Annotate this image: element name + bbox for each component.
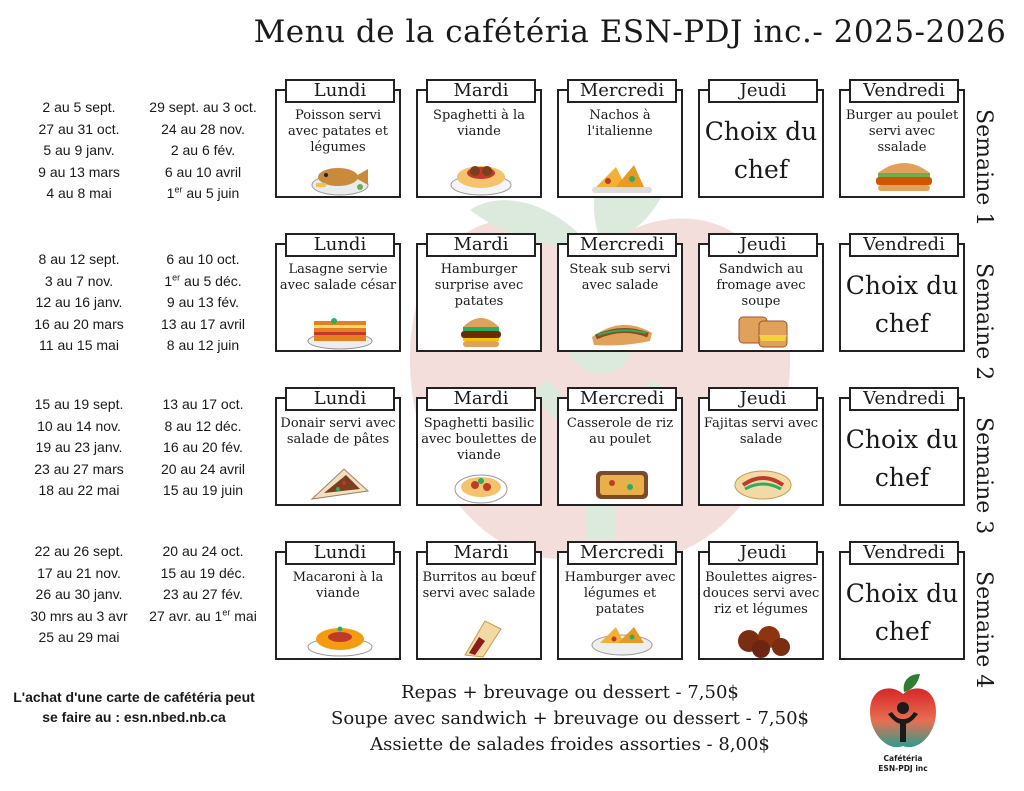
day-card-jeudi (698, 234, 824, 352)
day-label: Mardi (426, 387, 536, 411)
logo-line: Cafétéria (883, 754, 923, 763)
date-range: 19 au 23 janv. (35, 439, 123, 456)
day-label: Mardi (426, 233, 536, 257)
date-range: 8 au 12 déc. (164, 417, 242, 434)
chef-choice: Choix du chef (845, 425, 959, 492)
day-label: Mercredi (567, 79, 677, 103)
day-label: Jeudi (708, 387, 818, 411)
dish-name: Boulettes aigres-douces servi avec riz et légumes (702, 570, 820, 617)
date-range: 17 au 21 nov. (37, 564, 121, 581)
dates-column-b (140, 541, 266, 649)
day-card-vendredi (839, 234, 965, 352)
date-range: 23 au 27 fév. (163, 586, 243, 603)
fajita-icon (727, 461, 799, 505)
chef-choice: Choix du chef (704, 117, 818, 184)
lasagna-icon (304, 307, 376, 351)
day-card-lundi (275, 388, 401, 506)
day-card-jeudi (698, 80, 824, 198)
chef-choice: Choix du chef (845, 579, 959, 646)
day-label: Mercredi (567, 541, 677, 565)
day-label: Jeudi (708, 541, 818, 565)
chicken-burger-icon (868, 153, 940, 197)
price-line: Assiette de salades froides assorties - 8,00$ (370, 734, 770, 755)
dish-name: Donair servi avec salade de pâtes (280, 416, 396, 447)
date-range: 9 au 13 fév. (166, 294, 240, 311)
date-range: 27 au 31 oct. (38, 120, 120, 137)
date-range: 8 au 12 sept. (38, 251, 120, 267)
dates-column-b (140, 249, 266, 357)
day-label: Vendredi (849, 79, 959, 103)
day-card-mardi (416, 80, 542, 198)
date-range: 24 au 28 nov. (161, 120, 245, 137)
day-card-lundi (275, 542, 401, 660)
date-range: 23 au 27 mars (34, 460, 124, 477)
day-label: Lundi (285, 233, 395, 257)
date-range: 8 au 12 juin (166, 337, 240, 354)
date-range: 6 au 10 oct. (166, 251, 240, 267)
day-label: Vendredi (849, 233, 959, 257)
day-card-lundi (275, 80, 401, 198)
nachos-plate-icon (586, 615, 658, 659)
dates-column-a (14, 541, 144, 649)
date-range: 15 au 19 juin (162, 482, 244, 499)
day-card-mardi (416, 542, 542, 660)
day-card-mardi (416, 234, 542, 352)
date-range: 2 au 5 sept. (42, 99, 116, 115)
day-label: Vendredi (849, 541, 959, 565)
price-line: Soupe avec sandwich + breuvage ou dessert - 7,50$ (331, 708, 809, 729)
meatballs-icon (727, 615, 799, 659)
dish-name: Nachos à l'italienne (587, 108, 653, 139)
date-range: 26 au 30 janv. (35, 586, 123, 603)
date-range: 2 au 6 fév. (170, 142, 236, 159)
date-range: 30 mrs au 3 avr (30, 607, 128, 624)
date-range: 13 au 17 oct. (162, 396, 244, 412)
dates-column-b (140, 394, 266, 502)
day-label: Lundi (285, 387, 395, 411)
date-range: 13 au 17 avril (160, 315, 246, 332)
dates-column-b (140, 97, 266, 205)
dish-name: Hamburger avec légumes et patates (564, 570, 676, 617)
purchase-note: L'achat d'une carte de cafétéria peut se faire au : esn.nbed.nb.ca (13, 689, 255, 725)
chef-choice: Choix du chef (845, 271, 959, 338)
day-label: Mardi (426, 541, 536, 565)
day-card-mercredi (557, 542, 683, 660)
day-label: Jeudi (708, 79, 818, 103)
week-label: Semaine 4 (971, 571, 996, 689)
fish-plate-icon (304, 153, 376, 197)
date-range: 4 au 8 mai (46, 185, 112, 202)
date-range: 29 sept. au 3 oct. (149, 99, 257, 115)
date-range: 27 avr. au 1er mai (149, 607, 257, 624)
day-card-mardi (416, 388, 542, 506)
day-label: Jeudi (708, 233, 818, 257)
dish-name: Sandwich au fromage avec soupe (716, 262, 806, 309)
logo-line: ESN-PDJ inc (878, 764, 928, 773)
day-card-vendredi (839, 542, 965, 660)
price-list (310, 680, 830, 758)
dish-name: Casserole de riz au poulet (566, 416, 674, 447)
week-label: Semaine 1 (971, 109, 996, 227)
day-card-vendredi (839, 80, 965, 198)
dates-column-a (14, 394, 144, 502)
date-range: 20 au 24 avril (160, 460, 246, 477)
dish-name: Burritos au bœuf servi avec salade (422, 570, 536, 601)
cafeteria-logo (862, 672, 944, 784)
date-range: 15 au 19 déc. (160, 564, 246, 581)
apple-logo-icon (862, 672, 944, 754)
date-range: 22 au 26 sept. (34, 543, 124, 559)
dish-name: Spaghetti basilic avec boulettes de viande (421, 416, 537, 463)
dish-name: Steak sub servi avec salade (569, 262, 671, 293)
dates-column-a (14, 97, 144, 205)
dish-name: Fajitas servi avec salade (703, 416, 819, 447)
week-label: Semaine 3 (971, 417, 996, 535)
dish-name: Spaghetti à la viande (433, 108, 525, 139)
day-card-lundi (275, 234, 401, 352)
dish-name: Lasagne servie avec salade césar (279, 262, 397, 293)
date-range: 9 au 13 mars (38, 163, 120, 180)
day-label: Vendredi (849, 387, 959, 411)
grilled-cheese-icon (727, 307, 799, 351)
date-range: 6 au 10 avril (164, 163, 242, 180)
date-range: 1er au 5 déc. (164, 271, 242, 289)
day-card-mercredi (557, 80, 683, 198)
day-card-jeudi (698, 542, 824, 660)
date-range: 5 au 9 janv. (43, 142, 115, 159)
date-range: 15 au 19 sept. (34, 396, 124, 412)
nachos-icon (586, 153, 658, 197)
rice-casserole-icon (586, 461, 658, 505)
date-range: 25 au 29 mai (38, 629, 120, 646)
dish-name: Poisson servi avec patates et légumes (288, 108, 388, 155)
date-range (140, 627, 266, 649)
date-range: 16 au 20 mars (34, 315, 124, 332)
dish-name: Hamburger surprise avec patates (434, 262, 524, 309)
apple-watermark-icon (380, 130, 820, 600)
day-card-mercredi (557, 234, 683, 352)
dish-name: Burger au poulet servi avec ssalade (845, 108, 959, 155)
hamburger-icon (445, 307, 517, 351)
date-range: 10 au 14 nov. (37, 417, 121, 434)
date-range: 11 au 15 mai (39, 337, 119, 354)
donair-icon (304, 461, 376, 505)
day-label: Mardi (426, 79, 536, 103)
week-label: Semaine 2 (971, 263, 996, 381)
dates-column-a (14, 249, 144, 357)
page-title: Menu de la cafétéria ESN-PDJ inc.- 2025-2026 (253, 14, 1007, 50)
spaghetti-basil-icon (445, 461, 517, 505)
logo-text (862, 754, 944, 774)
price-line: Repas + breuvage ou dessert - 7,50$ (401, 682, 739, 703)
day-label: Mercredi (567, 233, 677, 257)
date-range: 3 au 7 nov. (44, 272, 114, 289)
date-range: 12 au 16 janv. (35, 294, 123, 311)
date-range: 1er au 5 juin (166, 184, 240, 202)
macaroni-icon (304, 615, 376, 659)
dish-name: Macaroni à la viande (292, 570, 384, 601)
day-card-vendredi (839, 388, 965, 506)
spaghetti-meatballs-icon (445, 153, 517, 197)
date-range: 18 au 22 mai (38, 482, 120, 499)
day-card-jeudi (698, 388, 824, 506)
day-label: Lundi (285, 541, 395, 565)
day-label: Lundi (285, 79, 395, 103)
day-label: Mercredi (567, 387, 677, 411)
day-card-mercredi (557, 388, 683, 506)
burrito-icon (445, 615, 517, 659)
date-range: 16 au 20 fév. (163, 439, 243, 456)
date-range: 20 au 24 oct. (162, 543, 244, 559)
steak-sub-icon (586, 307, 658, 351)
